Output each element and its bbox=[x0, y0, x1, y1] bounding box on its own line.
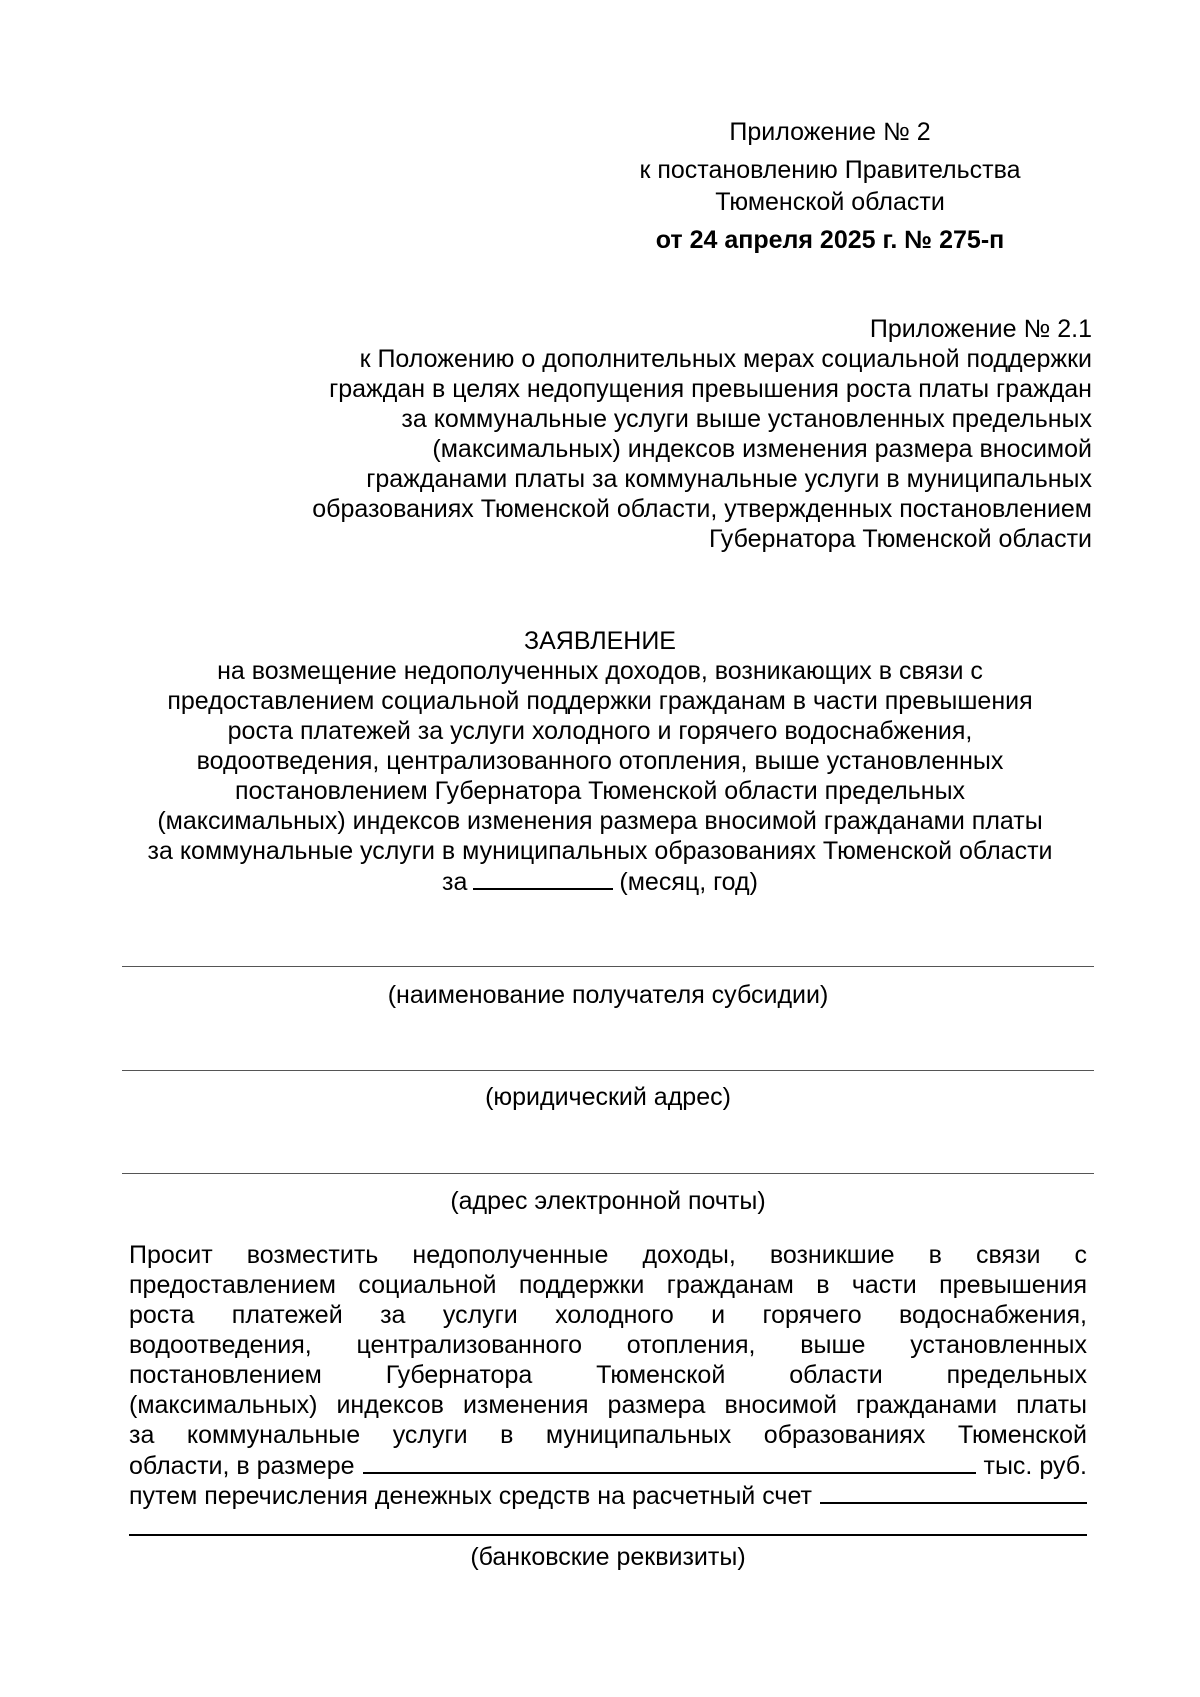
email-address-caption: (адрес электронной почты) bbox=[450, 1187, 766, 1215]
recipient-name-caption: (наименование получателя субсидии) bbox=[387, 981, 829, 1009]
statement-line: на возмещение недополученных доходов, возникающих в связи с bbox=[217, 657, 983, 685]
amount-suffix: тыс. руб. bbox=[983, 1452, 1087, 1480]
account-line bbox=[129, 1480, 1087, 1510]
period-suffix: (месяц, год) bbox=[619, 868, 758, 896]
appendix-2-1-line: Губернатора Тюменской области bbox=[708, 525, 1092, 553]
appendix-2-1-line: гражданами платы за коммунальные услуги в муниципальных bbox=[366, 465, 1092, 493]
bank-details-caption: (банковские реквизиты) bbox=[470, 1543, 746, 1571]
appendix-2-ref-line-2: Тюменской области bbox=[715, 188, 945, 216]
appendix-2-1-line: граждан в целях недопущения превышения роста платы граждан bbox=[329, 375, 1092, 403]
recipient-name-line[interactable] bbox=[122, 966, 1094, 967]
paragraph-line: Просит возместить недополученные доходы, возникшие в связи с bbox=[129, 1241, 1087, 1269]
statement-heading: ЗАЯВЛЕНИЕ bbox=[523, 627, 676, 655]
statement-line: водоотведения, централизованного отопления, выше установленных bbox=[196, 747, 1004, 775]
appendix-2-1-line: за коммунальные услуги выше установленных предельных bbox=[401, 405, 1092, 433]
appendix-2-1-line: образованиях Тюменской области, утвержденных постановлением bbox=[312, 495, 1092, 523]
appendix-2-ref-line-1: к постановлению Правительства bbox=[639, 156, 1021, 184]
legal-address-caption: (юридический адрес) bbox=[485, 1083, 731, 1111]
appendix-2-1-title: Приложение № 2.1 bbox=[869, 315, 1092, 343]
appendix-2-header bbox=[600, 116, 1060, 256]
amount-line bbox=[129, 1450, 1087, 1480]
amount-prefix: области, в размере bbox=[129, 1452, 355, 1480]
statement-title-block bbox=[120, 626, 1080, 896]
appendix-2-1-line: к Положению о дополнительных мерах социальной поддержки bbox=[359, 345, 1092, 373]
period-blank-field[interactable] bbox=[473, 866, 613, 890]
appendix-2-date-line: от 24 апреля 2025 г. № 275-п bbox=[655, 226, 1005, 254]
appendix-2-1-header bbox=[200, 314, 1092, 554]
amount-blank-field[interactable] bbox=[363, 1450, 976, 1474]
paragraph-line: за коммунальные услуги в муниципальных образованиях Тюменской bbox=[129, 1421, 1087, 1449]
email-address-line[interactable] bbox=[122, 1173, 1094, 1174]
paragraph-line: водоотведения, централизованного отопления, выше установленных bbox=[129, 1331, 1087, 1359]
statement-line: постановлением Губернатора Тюменской области предельных bbox=[234, 777, 966, 805]
bank-details-line[interactable] bbox=[129, 1534, 1087, 1536]
legal-address-line[interactable] bbox=[122, 1070, 1094, 1071]
statement-line: (максимальных) индексов изменения размера вносимой гражданами платы bbox=[157, 807, 1043, 835]
account-text: путем перечисления денежных средств на расчетный счет bbox=[129, 1482, 812, 1510]
account-blank-field[interactable] bbox=[820, 1480, 1087, 1504]
request-paragraph bbox=[129, 1240, 1087, 1510]
period-prefix: за bbox=[442, 868, 468, 896]
paragraph-line: предоставлением социальной поддержки гражданам в части превышения bbox=[129, 1271, 1087, 1299]
appendix-2-1-line: (максимальных) индексов изменения размера вносимой bbox=[432, 435, 1092, 463]
paragraph-line: постановлением Губернатора Тюменской области предельных bbox=[129, 1361, 1087, 1389]
paragraph-line: роста платежей за услуги холодного и горячего водоснабжения, bbox=[129, 1301, 1087, 1329]
statement-period-line bbox=[120, 866, 1080, 896]
appendix-2-title: Приложение № 2 bbox=[729, 118, 931, 146]
statement-line: за коммунальные услуги в муниципальных образованиях Тюменской области bbox=[147, 837, 1053, 865]
statement-line: предоставлением социальной поддержки гражданам в части превышения bbox=[167, 687, 1033, 715]
statement-line: роста платежей за услуги холодного и горячего водоснабжения, bbox=[227, 717, 973, 745]
paragraph-line: (максимальных) индексов изменения размера вносимой гражданами платы bbox=[129, 1391, 1087, 1419]
